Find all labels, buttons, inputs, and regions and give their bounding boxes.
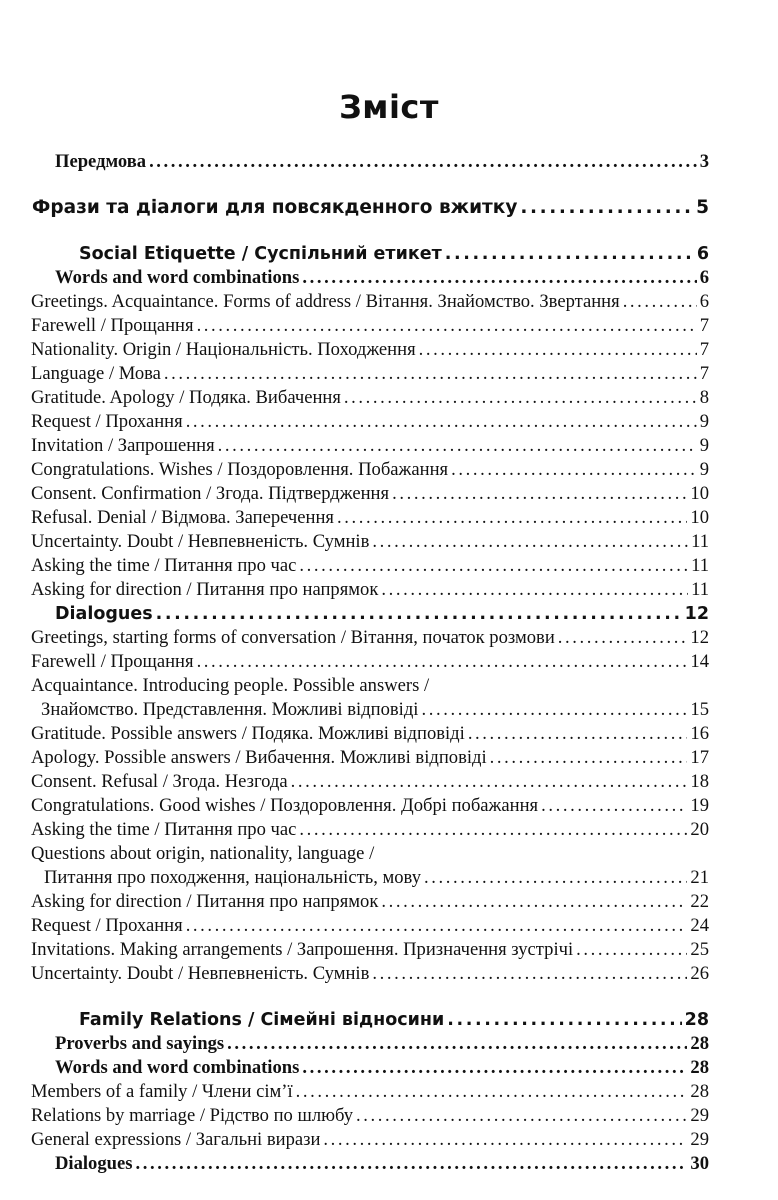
toc-entry-text: Nationality. Origin / Національність. Походження (31, 339, 416, 360)
toc-entry-page: 15 (690, 699, 709, 720)
toc-entry-page: 6 (699, 291, 709, 312)
toc-entry (31, 291, 709, 313)
toc-entry-page: 6 (699, 267, 709, 288)
dot-leader (227, 1033, 687, 1055)
toc-entry (31, 723, 709, 745)
toc-entry-text: Refusal. Denial / Відмова. Заперечення (31, 507, 334, 528)
toc-entry-page: 28 (690, 1081, 709, 1102)
toc-entry (55, 151, 709, 173)
toc-entry-page: 9 (699, 411, 709, 432)
toc-entry-text: Questions about origin, nationality, language / (31, 843, 375, 864)
dot-leader (468, 723, 688, 745)
toc-entry-text: Consent. Confirmation / Згода. Підтвердження (31, 483, 390, 504)
dot-leader (197, 651, 688, 673)
dot-leader (541, 795, 687, 817)
dot-leader (186, 915, 688, 937)
toc-entry-text: Farewell / Прощання (31, 651, 194, 672)
toc-entry (31, 411, 709, 433)
toc-entry-text: Language / Мова (31, 363, 161, 384)
toc-entry-text: Acquaintance. Introducing people. Possible answers / (31, 675, 430, 696)
toc-entry-page: 11 (691, 579, 709, 600)
toc-entry-page: 29 (690, 1105, 709, 1126)
toc-entry (31, 891, 709, 913)
toc-entry-text: Request / Прохання (31, 915, 183, 936)
toc-entry-page: 25 (690, 939, 709, 960)
toc-entry-page: 17 (690, 747, 709, 768)
toc-entry-text: Gratitude. Possible answers / Подяка. Можливі відповіді (31, 723, 465, 744)
dot-leader (302, 1057, 687, 1079)
toc-entry-page: 10 (690, 483, 709, 504)
toc-entry-page: 12 (690, 627, 709, 648)
toc-entry (31, 963, 709, 985)
toc-entry (31, 339, 709, 361)
toc-entry-page: 6 (696, 244, 709, 264)
toc-entry-text: Фрази та діалоги для повсякденного вжитку (32, 197, 518, 218)
toc-entry-text: Words and word combinations (55, 267, 300, 288)
dot-leader (218, 435, 697, 457)
dot-leader (291, 771, 688, 793)
toc-entry (31, 939, 709, 961)
toc-entry (31, 435, 709, 457)
toc-entry (31, 507, 709, 529)
dot-leader (623, 291, 697, 313)
toc-entry-text: Asking for direction / Питання про напрямок (31, 891, 379, 912)
dot-leader (392, 483, 687, 505)
toc-chapter-heading (79, 1009, 709, 1031)
toc-entry-page: 20 (690, 819, 709, 840)
dot-leader (149, 151, 697, 173)
page-title: Зміст (339, 88, 439, 126)
toc-section-heading (55, 1153, 709, 1175)
toc-entry-page: 7 (699, 363, 709, 384)
toc-entry-page: 7 (699, 339, 709, 360)
dot-leader (451, 459, 697, 481)
dot-leader (490, 747, 688, 769)
dot-leader (381, 579, 688, 601)
toc-entry-page: 28 (690, 1057, 709, 1078)
toc-entry-page: 9 (699, 435, 709, 456)
toc-entry-page: 7 (699, 315, 709, 336)
dot-leader (381, 891, 687, 913)
toc-entry-text: Congratulations. Wishes / Поздоровлення. Побажання (31, 459, 449, 480)
toc-entry (31, 819, 709, 841)
toc-entry (31, 915, 709, 937)
dot-leader (135, 1153, 687, 1175)
toc-entry (31, 1129, 709, 1151)
toc-entry-text: General expressions / Загальні вирази (31, 1129, 321, 1150)
toc-entry-text: Питання про походження, національність, мову (44, 867, 421, 888)
toc-section-heading (55, 267, 709, 289)
toc-section-heading (55, 1057, 709, 1079)
toc-entry (31, 651, 709, 673)
toc-entry-text: Gratitude. Apology / Подяка. Вибачення (31, 387, 341, 408)
toc-entry (31, 315, 709, 337)
dot-leader (302, 267, 696, 289)
dot-leader (197, 315, 697, 337)
toc-entry-page: 29 (690, 1129, 709, 1150)
toc-entry (31, 483, 709, 505)
toc-entry (41, 699, 709, 721)
toc-entry-page: 14 (690, 651, 709, 672)
toc-entry-page: 10 (690, 507, 709, 528)
toc-entry (31, 555, 709, 577)
dot-leader (323, 1129, 687, 1151)
dot-leader (421, 699, 687, 721)
toc-entry-text: Asking the time / Питання про час (31, 555, 297, 576)
dot-leader (445, 243, 694, 265)
toc-entry-text: Family Relations / Сімейні відносини (79, 1010, 445, 1030)
toc-entry-text: Members of a family / Члени сім’ї (31, 1081, 293, 1102)
toc-entry-text: Invitations. Making arrangements / Запрошення. Призначення зустрічі (31, 939, 574, 960)
toc-entry-page: 19 (690, 795, 709, 816)
dot-leader (337, 507, 687, 529)
dot-leader (296, 1081, 688, 1103)
toc-entry-page: 11 (691, 555, 709, 576)
dot-leader (419, 339, 697, 361)
toc-entry-text: Words and word combinations (55, 1057, 300, 1078)
toc-entry-page: 28 (690, 1033, 709, 1054)
toc-entry-page: 3 (699, 151, 709, 172)
dot-leader (344, 387, 697, 409)
toc-entry-text: Asking for direction / Питання про напрямок (31, 579, 379, 600)
dot-leader (447, 1009, 681, 1031)
toc-entry-text: Congratulations. Good wishes / Поздоровлення. Добрі побажання (31, 795, 539, 816)
toc-entry (31, 747, 709, 769)
toc-entry (31, 579, 709, 601)
toc-entry-text: Uncertainty. Doubt / Невпевненість. Сумнів (31, 963, 370, 984)
dot-leader (164, 363, 697, 385)
toc-entry-page: 21 (690, 867, 709, 888)
toc-entry (31, 531, 709, 553)
dot-leader (186, 411, 697, 433)
toc-entry-page: 5 (696, 197, 709, 218)
toc-entry-text: Apology. Possible answers / Вибачення. Можливі відповіді (31, 747, 487, 768)
toc-entry-text: Greetings. Acquaintance. Forms of address / Вітання. Знайомство. Звертання (31, 291, 620, 312)
toc-entry-page: 22 (690, 891, 709, 912)
toc-entry-text: Proverbs and sayings (55, 1033, 225, 1054)
toc-section-heading (55, 1033, 709, 1055)
toc-entry (31, 1105, 709, 1127)
toc-entry-page: 18 (690, 771, 709, 792)
toc-part-heading (32, 197, 709, 219)
toc-entry (31, 1081, 709, 1103)
toc-chapter-heading (79, 243, 709, 265)
toc-entry-page: 11 (691, 531, 709, 552)
toc-entry-text: Farewell / Прощання (31, 315, 194, 336)
dot-leader (156, 603, 682, 625)
dot-leader (356, 1105, 687, 1127)
dot-leader (424, 867, 687, 889)
toc-entry-page: 12 (684, 604, 709, 624)
toc-entry (31, 459, 709, 481)
dot-leader (372, 531, 688, 553)
toc-entry-page: 24 (690, 915, 709, 936)
toc-entry (31, 795, 709, 817)
dot-leader (558, 627, 688, 649)
dot-leader (372, 963, 687, 985)
toc-entry-page: 30 (690, 1153, 709, 1174)
toc-entry (31, 627, 709, 649)
toc-entry-text: Invitation / Запрошення (31, 435, 215, 456)
toc-entry-page: 8 (699, 387, 709, 408)
toc-entry-text: Greetings, starting forms of conversation / Вітання, початок розмови (31, 627, 555, 648)
dot-leader (299, 819, 687, 841)
toc-section-heading (55, 603, 709, 625)
toc-entry (31, 363, 709, 385)
toc-entry (44, 867, 709, 889)
toc-entry-text: Consent. Refusal / Згода. Незгода (31, 771, 288, 792)
toc-entry-page: 9 (699, 459, 709, 480)
dot-leader (576, 939, 687, 961)
toc-entry-text: Знайомство. Представлення. Можливі відповіді (41, 699, 419, 720)
toc-entry-text: Request / Прохання (31, 411, 183, 432)
toc-entry-text: Social Etiquette / Суспільний етикет (79, 244, 442, 264)
toc-entry-page: 26 (690, 963, 709, 984)
toc-entry-page: 28 (684, 1010, 709, 1030)
toc-entry-text: Передмова (55, 151, 147, 172)
toc-entry-text: Uncertainty. Doubt / Невпевненість. Сумнів (31, 531, 370, 552)
dot-leader (299, 555, 688, 577)
dot-leader (520, 197, 693, 219)
toc-entry (31, 387, 709, 409)
toc-entry-page: 16 (690, 723, 709, 744)
toc-entry-text: Asking the time / Питання про час (31, 819, 297, 840)
toc-entry-text: Relations by marriage / Рідство по шлюбу (31, 1105, 354, 1126)
toc-entry-text: Dialogues (55, 604, 153, 624)
toc-entry-text: Dialogues (55, 1153, 133, 1174)
toc-entry (31, 771, 709, 793)
